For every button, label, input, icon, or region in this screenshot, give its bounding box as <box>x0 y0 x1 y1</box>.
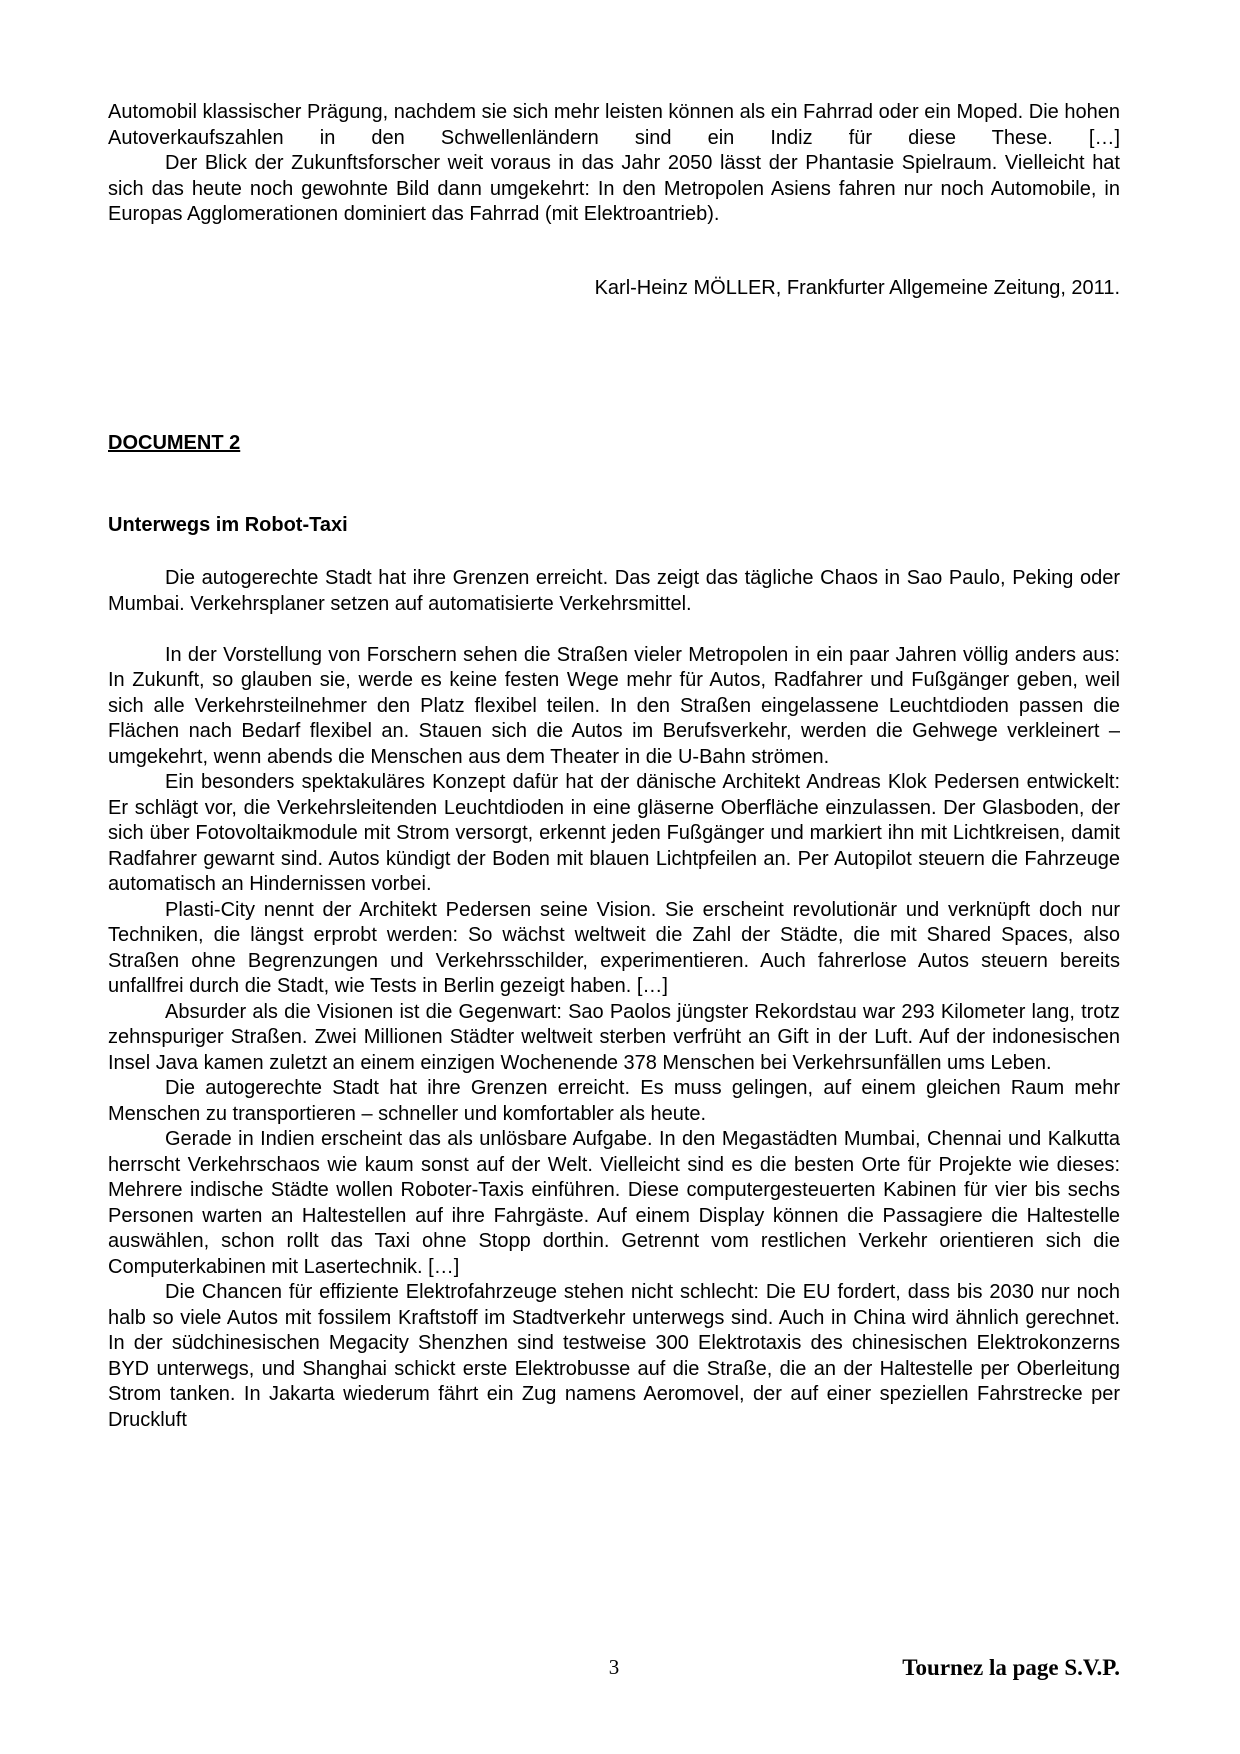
doc2-paragraph-6: Die autogerechte Stadt hat ihre Grenzen erreicht. Es muss gelingen, auf einem gleichen Raum mehr Menschen zu transportieren – schneller und komfortabler als heute. <box>108 1077 1120 1125</box>
doc2-paragraph-5: Absurder als die Visionen ist die Gegenwart: Sao Paolos jüngster Rekordstau war 293 Kilometer lang, trotz zehnspuriger Straßen. Zwei Millionen Städter weltweit sterben verfrüht an Gift in der Luft. Auf der indonesischen Insel Java kamen zuletzt an einem einzigen Wochenende 378 Menschen bei Verkehrsunfällen ums Leben. <box>108 1000 1120 1074</box>
doc2-paragraph-3: Ein besonders spektakuläres Konzept dafür hat der dänische Architekt Andreas Klok Pedersen entwickelt: Er schlägt vor, die Verkehrsleitenden Leuchtdioden in eine gläserne Oberfläche einzulassen. Der Glasboden, der sich über Fotovoltaikmodule mit Strom versorgt, erkennt jeden Fußgänger und markiert ihn mit Lichtkreisen, damit Radfahrer gewarnt sind. Autos kündigt der Boden mit blauen Lichtpfeilen an. Per Autopilot steuern die Fahrzeuge automatisch an Hindernissen vorbei. <box>108 771 1120 895</box>
document2-heading: DOCUMENT 2 <box>108 432 241 454</box>
turn-page-note: Tournez la page S.V.P. <box>902 1655 1120 1680</box>
page-footer <box>108 1655 1120 1695</box>
page-number: 3 <box>608 1655 620 1679</box>
doc2-paragraph-1: Die autogerechte Stadt hat ihre Grenzen erreicht. Das zeigt das tägliche Chaos in Sao Paulo, Peking oder Mumbai. Verkehrsplaner setzen auf automatisierte Verkehrsmittel. <box>108 567 1120 615</box>
document2-title: Unterwegs im Robot-Taxi <box>108 513 348 536</box>
doc1-continuation-paragraph: Automobil klassischer Prägung, nachdem sie sich mehr leisten können als ein Fahrrad oder ein Moped. Die hohen Autoverkaufszahlen in den Schwellenländern sind ein Indiz für diese These. […] <box>108 101 1120 149</box>
doc1-attribution: Karl-Heinz MÖLLER, Frankfurter Allgemeine Zeitung, 2011. <box>594 276 1120 299</box>
doc2-paragraph-2: In der Vorstellung von Forschern sehen die Straßen vieler Metropolen in ein paar Jahren völlig anders aus: In Zukunft, so glauben sie, werde es keine festen Wege mehr für Autos, Radfahrer und Fußgänger geben, weil sich alle Verkehrsteilnehmer den Platz flexibel teilen. In den Straßen eingelassene Leuchtdioden passen die Flächen nach Bedarf flexibel an. Stauen sich die Autos im Berufsverkehr, werden die Gehwege verkleinert – umgekehrt, wenn abends die Menschen aus dem Theater in die U-Bahn strömen. <box>108 643 1120 768</box>
doc1-closing-paragraph: Der Blick der Zukunftsforscher weit voraus in das Jahr 2050 lässt der Phantasie Spielraum. Vielleicht hat sich das heute noch gewohnte Bild dann umgekehrt: In den Metropolen Asiens fahren nur noch Automobile, in Europas Agglomerationen dominiert das Fahrrad (mit Elektroantrieb). <box>108 152 1120 225</box>
doc2-paragraph-8: Die Chancen für effiziente Elektrofahrzeuge stehen nicht schlecht: Die EU fordert, dass bis 2030 nur noch halb so viele Autos mit fossilem Kraftstoff im Stadtverkehr unterwegs sind. Auch in China wird ähnlich gerechnet. In der südchinesischen Megacity Shenzhen sind testweise 300 Elektrotaxis des chinesischen Elektrokonzerns BYD unterwegs, und Shanghai schickt erste Elektrobusse auf die Straße, die an der Haltestelle per Oberleitung Strom tanken. In Jakarta wiederum fährt ein Zug namens Aeromovel, der auf einer speziellen Fahrstrecke per Druckluft <box>108 1281 1120 1431</box>
doc2-paragraph-7: Gerade in Indien erscheint das als unlösbare Aufgabe. In den Megastädten Mumbai, Chennai und Kalkutta herrscht Verkehrschaos wie kaum sonst auf der Welt. Vielleicht sind es die besten Orte für Projekte wie dieses: Mehrere indische Städte wollen Roboter-Taxis einführen. Diese computergesteuerten Kabinen für vier bis sechs Personen warten an Haltestellen auf ihre Fahrgäste. Auf einem Display können die Passagiere die Haltestelle auswählen, schon rollt das Taxi ohne Stopp dorthin. Getrennt vom restlichen Verkehr orientieren sich die Computerkabinen mit Lasertechnik. […] <box>108 1128 1120 1278</box>
page-content <box>108 100 1120 1433</box>
doc2-paragraph-4: Plasti-City nennt der Architekt Pedersen seine Vision. Sie erscheint revolutionär und verknüpft doch nur Techniken, die längst erprobt werden: So wächst weltweit die Zahl der Städte, die mit Shared Spaces, also Straßen ohne Begrenzungen und Verkehrsschilder, experimentieren. Auch fahrerlose Autos steuern bereits unfallfrei durch die Stadt, wie Tests in Berlin gezeigt haben. […] <box>108 898 1120 997</box>
